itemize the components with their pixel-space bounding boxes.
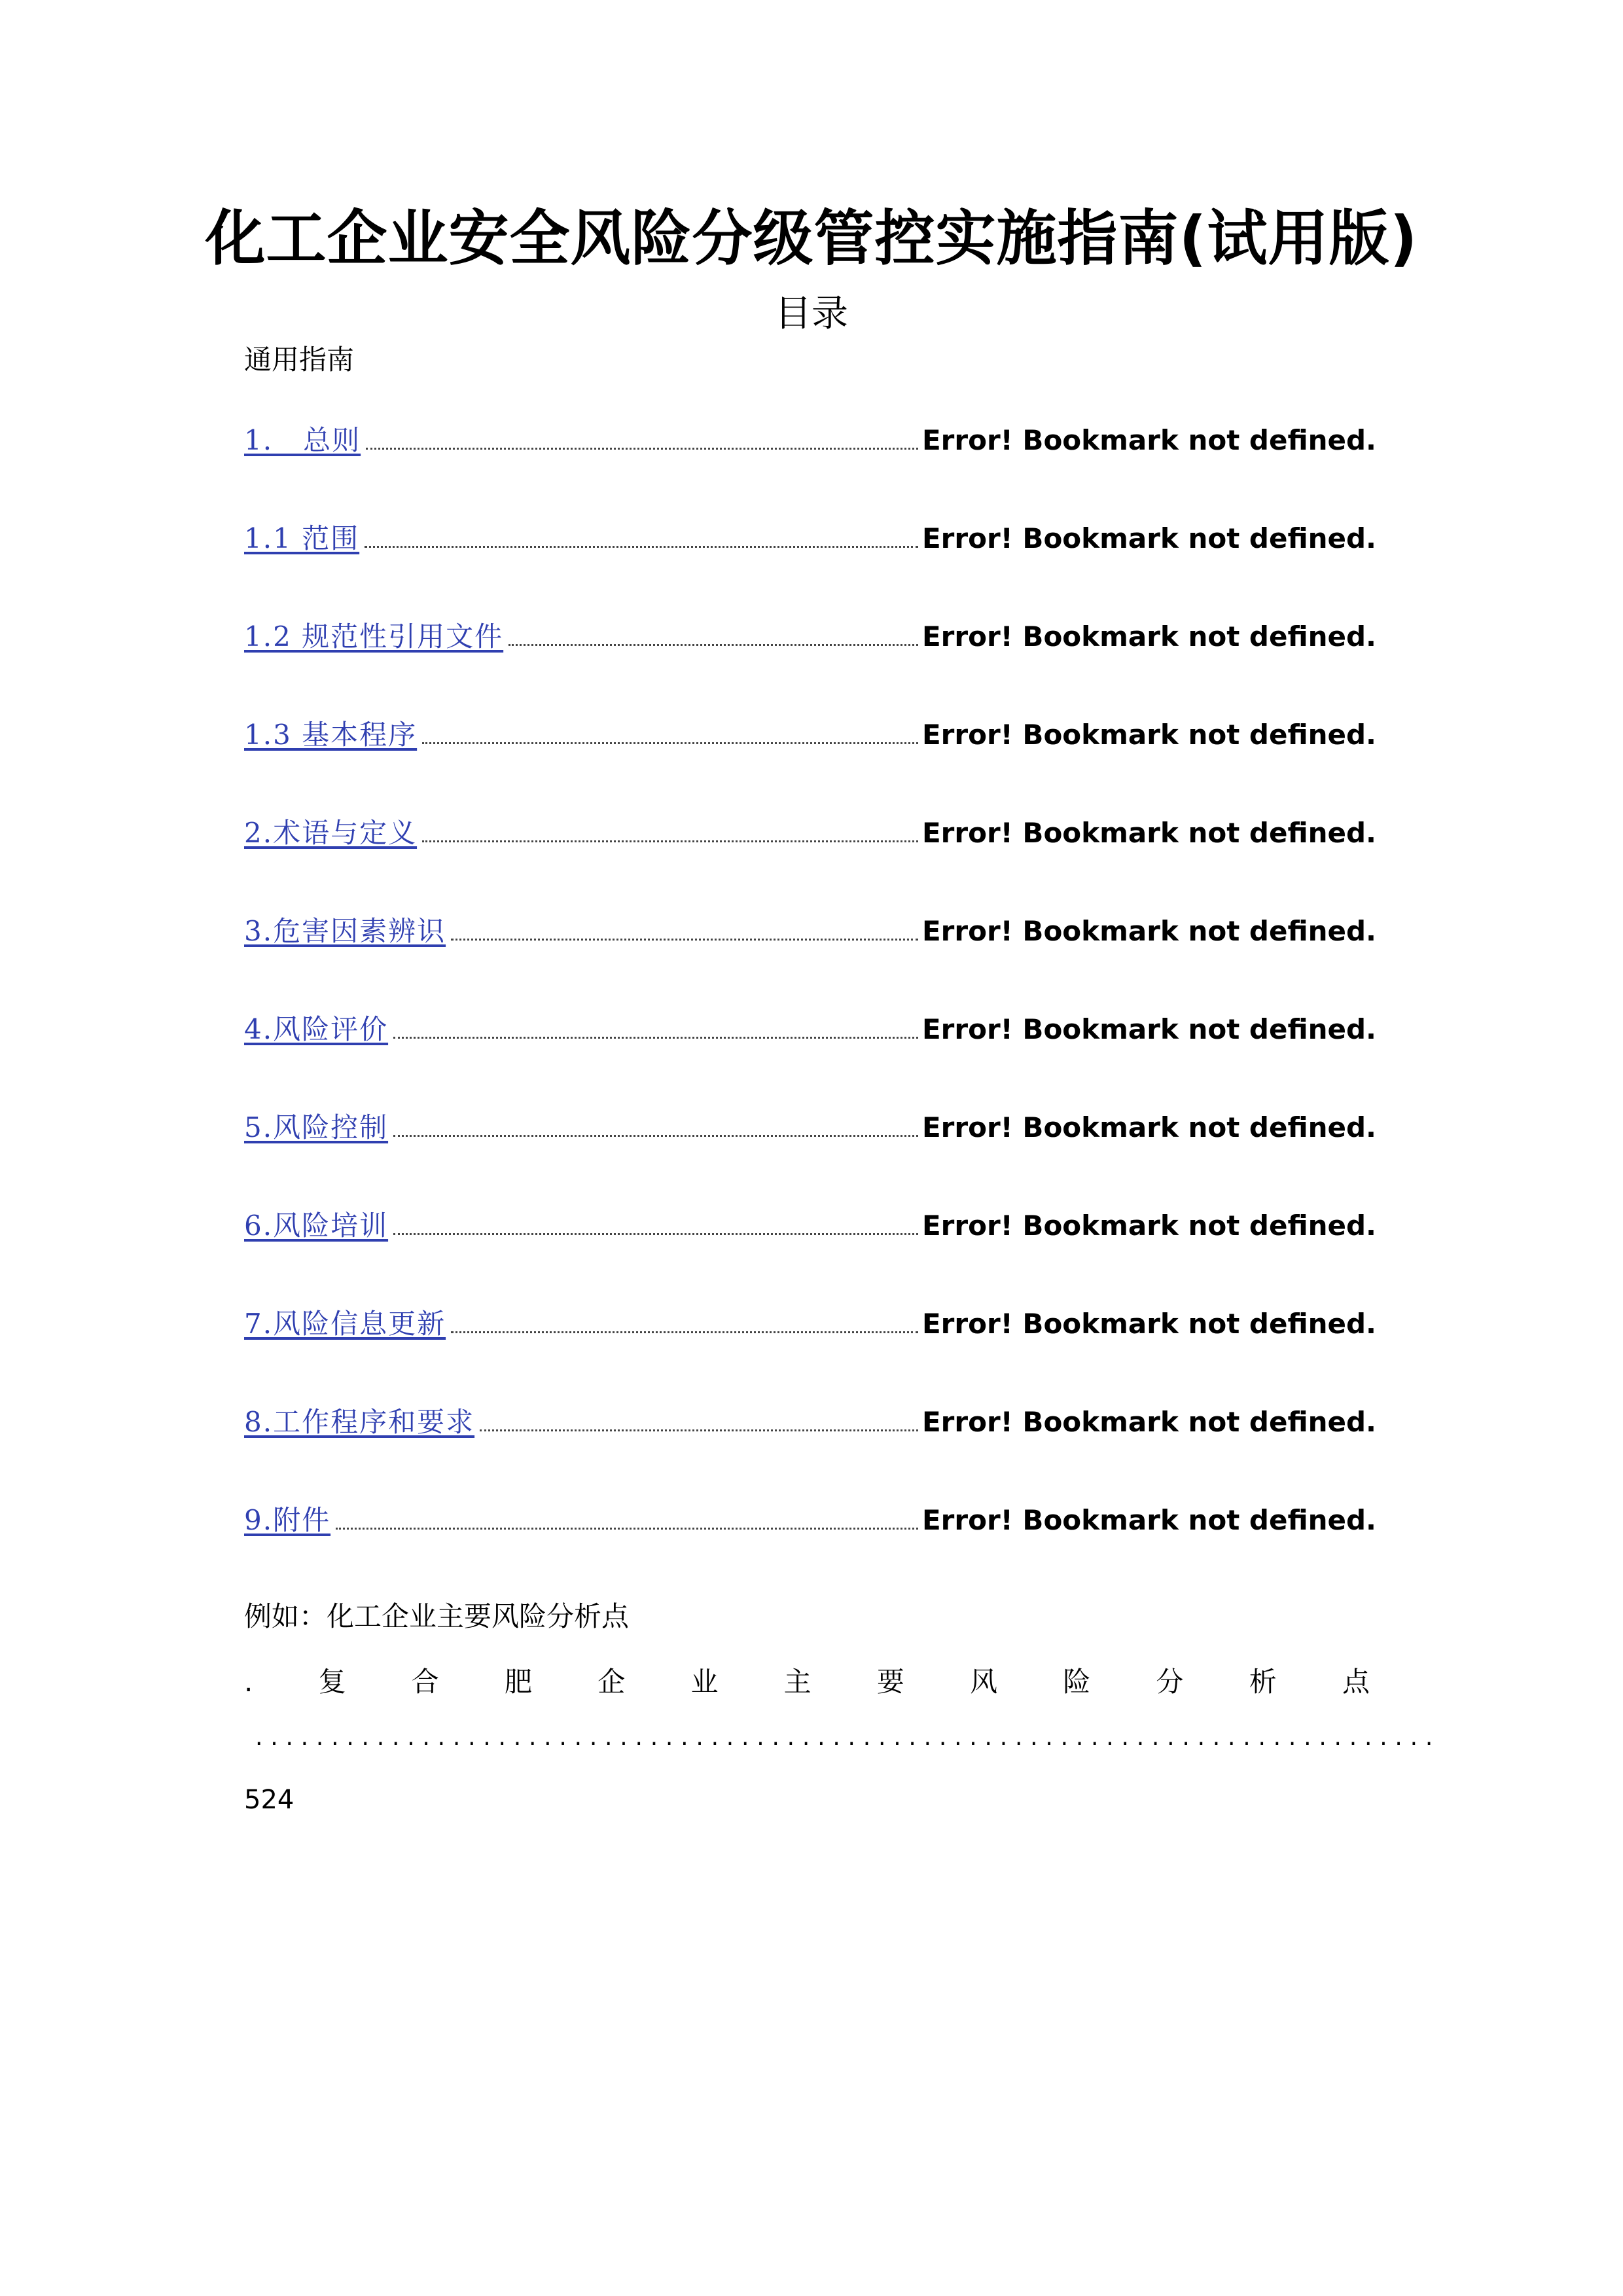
example-line: 例如：化工企业主要风险分析点: [244, 1600, 630, 1632]
leader-dot: .: [422, 1725, 430, 1751]
leader-dot: .: [1197, 1725, 1205, 1751]
toc-dot-leader: [422, 840, 918, 842]
toc-entry: [244, 615, 1376, 713]
leader-dot: .: [938, 1725, 947, 1751]
toc-entry-link[interactable]: 1.2 规范性引用文件: [244, 620, 504, 653]
toc-dot-leader: [451, 1331, 918, 1333]
toc-entry-link[interactable]: 7.风险信息更新: [244, 1308, 446, 1340]
dot-leader-row: [255, 1725, 1433, 1751]
leader-dot: .: [270, 1725, 278, 1751]
leader-dot: .: [711, 1725, 719, 1751]
leader-dot: .: [528, 1725, 537, 1751]
leader-dot: .: [1136, 1725, 1145, 1751]
leader-dot: .: [1030, 1725, 1038, 1751]
leader-dot: .: [1319, 1725, 1327, 1751]
leader-dot: .: [300, 1725, 309, 1751]
toc-entry-page-reference: Error! Bookmark not defined.: [921, 719, 1376, 751]
leader-dot: .: [1212, 1725, 1221, 1751]
leader-dot: .: [1121, 1725, 1129, 1751]
spaced-heading-char: 合: [411, 1666, 439, 1698]
leader-dot: .: [574, 1725, 582, 1751]
leader-dot: .: [908, 1725, 916, 1751]
leader-dot: .: [1075, 1725, 1084, 1751]
toc-dot-leader: [393, 1037, 918, 1039]
toc-entry-page-reference: Error! Bookmark not defined.: [921, 1111, 1376, 1143]
toc-dot-leader: [451, 939, 918, 941]
leader-dot: .: [832, 1725, 840, 1751]
leader-dot: .: [1334, 1725, 1342, 1751]
leader-dot: .: [802, 1725, 810, 1751]
toc-heading: 目录: [775, 293, 848, 335]
toc-entry: [244, 1106, 1376, 1204]
spaced-heading-char: .: [244, 1666, 253, 1698]
leader-dot: .: [437, 1725, 446, 1751]
toc-entry: [244, 1302, 1376, 1401]
leader-dot: .: [407, 1725, 415, 1751]
page-number: 524: [244, 1785, 294, 1815]
leader-dot: .: [1060, 1725, 1069, 1751]
leader-dot: .: [954, 1725, 962, 1751]
spaced-heading-char: 要: [876, 1666, 904, 1698]
leader-dot: .: [665, 1725, 673, 1751]
leader-dot: .: [1014, 1725, 1023, 1751]
leader-dot: .: [1151, 1725, 1160, 1751]
leader-dot: .: [787, 1725, 795, 1751]
toc-entry-page-reference: Error! Bookmark not defined.: [921, 620, 1376, 653]
leader-dot: .: [772, 1725, 779, 1751]
leader-dot: .: [757, 1725, 764, 1751]
leader-dot: .: [1395, 1725, 1402, 1751]
spaced-heading-char: 分: [1156, 1666, 1184, 1698]
toc-dot-leader: [508, 644, 918, 646]
leader-dot: .: [285, 1725, 293, 1751]
spaced-heading-char: 风: [970, 1666, 998, 1698]
leader-dot: .: [620, 1725, 628, 1751]
toc-entry: [244, 812, 1376, 910]
spaced-heading-char: 业: [690, 1666, 719, 1698]
leader-dot: .: [984, 1725, 992, 1751]
leader-dot: .: [1288, 1725, 1296, 1751]
toc-entry: [244, 1008, 1376, 1106]
leader-dot: .: [878, 1725, 886, 1751]
toc-entry: [244, 419, 1376, 517]
leader-dot: .: [361, 1725, 369, 1751]
leader-dot: .: [1410, 1725, 1418, 1751]
leader-dot: .: [1273, 1725, 1281, 1751]
toc-entry-link[interactable]: 3.危害因素辨识: [244, 915, 446, 947]
toc-entry-link[interactable]: 1.1 范围: [244, 522, 360, 554]
toc-dot-leader: [480, 1429, 918, 1431]
toc-entry: [244, 1204, 1376, 1302]
leader-dot: .: [650, 1725, 658, 1751]
leader-dot: .: [315, 1725, 324, 1751]
leader-dot: .: [1106, 1725, 1114, 1751]
leader-dot: .: [1425, 1725, 1433, 1751]
leader-dot: .: [1228, 1725, 1236, 1751]
spaced-heading-char: 析: [1249, 1666, 1277, 1698]
leader-dot: .: [999, 1725, 1008, 1751]
toc-entry: [244, 910, 1376, 1008]
toc-entry-page-reference: Error! Bookmark not defined.: [921, 522, 1376, 554]
leader-dot: .: [741, 1725, 749, 1751]
leader-dot: .: [696, 1725, 704, 1751]
leader-dot: .: [468, 1725, 476, 1751]
leader-dot: .: [589, 1725, 597, 1751]
toc-entry-link[interactable]: 1.3 基本程序: [244, 719, 418, 751]
table-of-contents: [244, 419, 1376, 1597]
toc-entry-link[interactable]: 8.工作程序和要求: [244, 1406, 475, 1438]
toc-entry: [244, 1499, 1376, 1597]
toc-dot-leader: [393, 1233, 918, 1235]
toc-dot-leader: [393, 1135, 918, 1137]
leader-dot: .: [1258, 1725, 1266, 1751]
spaced-heading-char: 企: [597, 1666, 626, 1698]
toc-entry-page-reference: Error! Bookmark not defined.: [921, 1013, 1376, 1045]
toc-dot-leader: [336, 1528, 918, 1530]
leader-dot: .: [863, 1725, 871, 1751]
leader-dot: .: [1349, 1725, 1357, 1751]
leader-dot: .: [483, 1725, 491, 1751]
leader-dot: .: [1364, 1725, 1372, 1751]
toc-entry-page-reference: Error! Bookmark not defined.: [921, 424, 1376, 456]
toc-entry-link[interactable]: 1. 总则: [244, 424, 361, 456]
toc-entry-page-reference: Error! Bookmark not defined.: [921, 817, 1376, 849]
toc-entry-link[interactable]: 5.风险控制: [244, 1111, 389, 1143]
leader-dot: .: [331, 1725, 339, 1751]
toc-entry: [244, 1401, 1376, 1499]
toc-entry: [244, 713, 1376, 812]
document-title: 化工企业安全风险分级管控实施指南(试用版): [205, 204, 1418, 274]
leader-dot: .: [1380, 1725, 1387, 1751]
spaced-heading-char: 主: [783, 1666, 812, 1698]
leader-dot: .: [255, 1725, 263, 1751]
toc-entry-link[interactable]: 6.风险培训: [244, 1210, 389, 1242]
leader-dot: .: [1304, 1725, 1311, 1751]
leader-dot: .: [726, 1725, 734, 1751]
leader-dot: .: [376, 1725, 385, 1751]
spaced-heading-char: 险: [1063, 1666, 1091, 1698]
leader-dot: .: [847, 1725, 855, 1751]
toc-entry-page-reference: Error! Bookmark not defined.: [921, 1210, 1376, 1242]
toc-entry-page-reference: Error! Bookmark not defined.: [921, 1308, 1376, 1340]
leader-dot: .: [513, 1725, 522, 1751]
spaced-heading-char: 点: [1342, 1666, 1370, 1698]
spaced-heading-char: 肥: [505, 1666, 533, 1698]
leader-dot: .: [635, 1725, 643, 1751]
leader-dot: .: [681, 1725, 688, 1751]
leader-dot: .: [559, 1725, 567, 1751]
leader-dot: .: [452, 1725, 461, 1751]
leader-dot: .: [923, 1725, 932, 1751]
leader-dot: .: [969, 1725, 977, 1751]
leader-dot: .: [817, 1725, 825, 1751]
section-label: 通用指南: [244, 344, 355, 376]
toc-dot-leader: [365, 546, 918, 548]
toc-entry-page-reference: Error! Bookmark not defined.: [921, 1406, 1376, 1438]
leader-dot: .: [391, 1725, 400, 1751]
leader-dot: .: [605, 1725, 613, 1751]
leader-dot: .: [1091, 1725, 1099, 1751]
leader-dot: .: [893, 1725, 901, 1751]
toc-entry: [244, 517, 1376, 615]
spaced-heading-row: [244, 1662, 1370, 1702]
leader-dot: .: [1182, 1725, 1190, 1751]
toc-entry-link[interactable]: 9.附件: [244, 1504, 331, 1536]
toc-entry-link[interactable]: 2.术语与定义: [244, 817, 418, 849]
toc-dot-leader: [366, 448, 918, 450]
toc-entry-page-reference: Error! Bookmark not defined.: [921, 1504, 1376, 1536]
toc-entry-page-reference: Error! Bookmark not defined.: [921, 915, 1376, 947]
leader-dot: .: [1045, 1725, 1053, 1751]
leader-dot: .: [544, 1725, 552, 1751]
leader-dot: .: [498, 1725, 506, 1751]
toc-entry-link[interactable]: 4.风险评价: [244, 1013, 389, 1045]
leader-dot: .: [1243, 1725, 1251, 1751]
toc-dot-leader: [422, 742, 918, 744]
spaced-heading-char: 复: [318, 1666, 346, 1698]
leader-dot: .: [346, 1725, 354, 1751]
leader-dot: .: [1167, 1725, 1175, 1751]
